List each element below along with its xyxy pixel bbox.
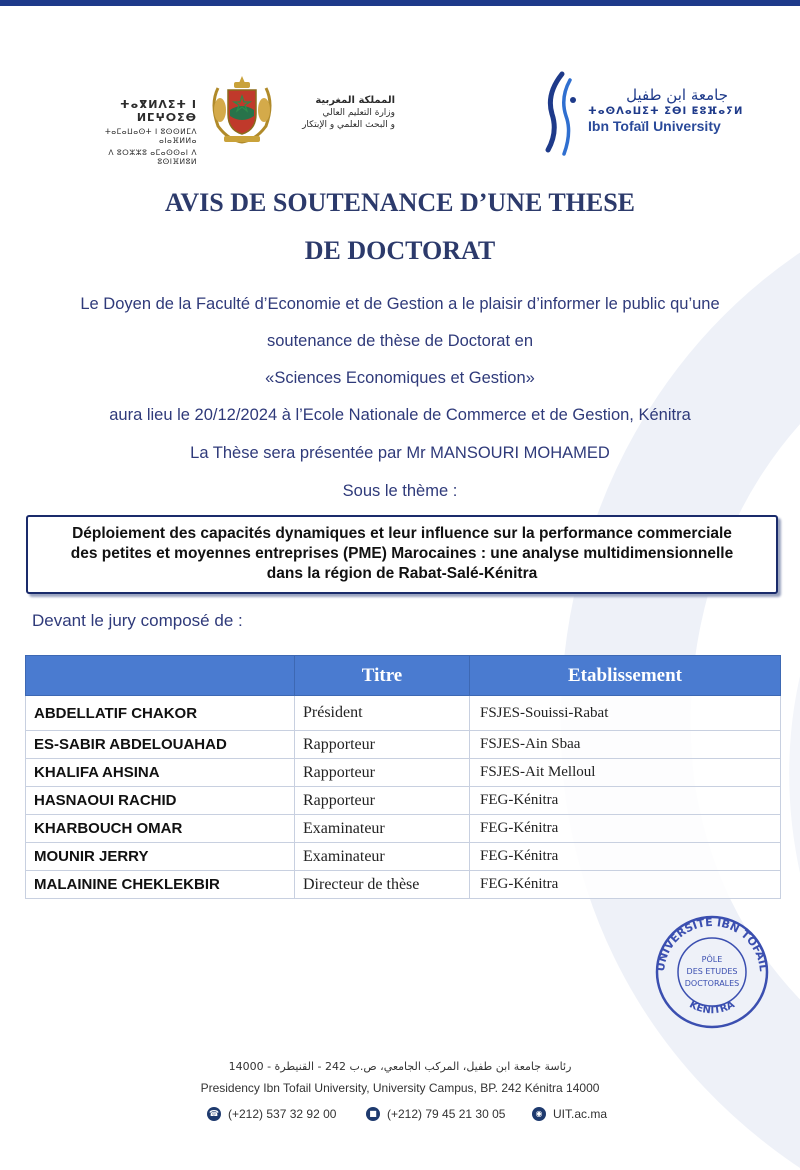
university-name-english: Ibn Tofaïl University	[588, 118, 721, 134]
jury-member-name: HASNAOUI RACHID	[26, 787, 295, 815]
stamp-inner-line-2: DES ETUDES	[686, 967, 738, 976]
stamp-inner-line-1: PÔLE	[701, 955, 723, 964]
svg-text:KENITRA	[687, 999, 737, 1016]
thesis-theme-box	[26, 515, 778, 594]
theme-line-2: des petites et moyennes entreprises (PME) Marocaines : une analyse multidimensionnelle	[70, 545, 734, 562]
footer-website[interactable]	[532, 1107, 607, 1121]
header-titre: Titre	[295, 656, 470, 696]
jury-intro: Devant le jury composé de :	[32, 611, 243, 630]
table-row	[26, 696, 781, 731]
jury-table-header	[26, 656, 781, 696]
footer-fax	[366, 1107, 505, 1121]
table-row	[26, 787, 781, 815]
table-row	[26, 815, 781, 843]
jury-member-etablissement: FEG-Kénitra	[470, 843, 781, 871]
footer-address-arabic: رئاسة جامعة ابن طفيل، المركب الجامعي، ص.ب 242 - القنيطرة - 14000	[228, 1060, 572, 1073]
jury-member-titre: Rapporteur	[295, 731, 470, 759]
jury-member-etablissement: FSJES-Ain Sbaa	[470, 731, 781, 759]
jury-member-name: MOUNIR JERRY	[26, 843, 295, 871]
document-title-line-2: DE DOCTORAT	[304, 236, 496, 265]
theme-line-1: Déploiement des capacités dynamiques et leur influence sur la performance commerciale	[72, 525, 732, 542]
jury-table	[25, 655, 781, 899]
university-stamp	[650, 912, 774, 1030]
stamp-outer-text: UNIVERSITE IBN TOFAIL	[653, 915, 771, 973]
table-row	[26, 731, 781, 759]
announcement-line-2: soutenance de thèse de Doctorat en	[266, 332, 534, 350]
jury-member-etablissement: FEG-Kénitra	[470, 815, 781, 843]
jury-member-name: ES-SABIR ABDELOUAHAD	[26, 731, 295, 759]
footer-address-english: Presidency Ibn Tofail University, University Campus, BP. 242 Kénitra 14000	[200, 1081, 600, 1095]
jury-member-titre: Rapporteur	[295, 759, 470, 787]
phone-number: (+212) 537 32 92 00	[228, 1107, 337, 1121]
top-bar	[0, 0, 800, 6]
jury-member-etablissement: FEG-Kénitra	[470, 871, 781, 899]
table-row	[26, 759, 781, 787]
jury-member-titre: Rapporteur	[295, 787, 470, 815]
announcement-line-3: «Sciences Economiques et Gestion»	[265, 369, 535, 387]
ministry-line-3: و البحث العلمي و الإبتكار	[302, 120, 395, 130]
ibn-tofail-university-logo	[540, 70, 584, 160]
phone-icon: ☎	[207, 1107, 221, 1121]
jury-member-titre: Directeur de thèse	[295, 871, 470, 899]
ministry-line-1: المملكة المغربية	[315, 95, 395, 106]
jury-member-name: KHARBOUCH OMAR	[26, 815, 295, 843]
stamp-bottom-text: KENITRA	[687, 999, 737, 1017]
jury-member-titre: Examinateur	[295, 815, 470, 843]
theme-intro-line: Sous le thème :	[342, 482, 458, 500]
announcement-date-line: aura lieu le 20/12/2024 à l’Ecole Nationale de Commerce et de Gestion, Kénitra	[109, 406, 691, 424]
tifinagh-line-2: ⵜⴰⵎⴰⵡⴰⵙⵜ ⵏ ⵓⵙⵙⵍⵎⴷ ⴰⵏⴰⴼⵍⵍⴰ	[105, 127, 197, 145]
website-link[interactable]: UIT.ac.ma	[553, 1107, 608, 1121]
moroccan-coat-of-arms	[208, 74, 276, 146]
footer-phone	[207, 1107, 336, 1121]
table-row	[26, 843, 781, 871]
header-name	[26, 656, 295, 696]
globe-icon: ◉	[532, 1107, 546, 1121]
tifinagh-ministry-text	[82, 98, 197, 166]
jury-member-etablissement: FSJES-Souissi-Rabat	[470, 696, 781, 731]
jury-member-titre: Examinateur	[295, 843, 470, 871]
announcement-line-1: Le Doyen de la Faculté d’Economie et de Gestion a le plaisir d’informer le public qu’une	[80, 295, 720, 313]
presenter-line: La Thèse sera présentée par Mr MANSOURI MOHAMED	[190, 444, 610, 462]
tifinagh-line-1: ⵜⴰⴳⵍⴷⵉⵜ ⵏ ⵍⵎⵖⵔⵉⴱ	[119, 98, 197, 124]
jury-member-etablissement: FEG-Kénitra	[470, 787, 781, 815]
fax-number: (+212) 79 45 21 30 05	[387, 1107, 506, 1121]
ministry-arabic-text	[285, 95, 395, 130]
fax-icon: ■	[366, 1107, 380, 1121]
ministry-line-2: وزارة التعليم العالي	[322, 108, 395, 118]
jury-member-titre: Président	[295, 696, 470, 731]
jury-member-etablissement: FSJES-Ait Melloul	[470, 759, 781, 787]
header-etablissement: Etablissement	[470, 656, 781, 696]
university-name-block	[588, 86, 743, 134]
jury-member-name: MALAININE CHEKLEKBIR	[26, 871, 295, 899]
table-row	[26, 871, 781, 899]
jury-member-name: KHALIFA AHSINA	[26, 759, 295, 787]
stamp-inner-line-3: DOCTORALES	[684, 979, 740, 988]
university-name-tifinagh: ⵜⴰⵙⴷⴰⵡⵉⵜ ⵉⴱⵏ ⵟⵓⴼⴰⵢⵍ	[588, 106, 744, 117]
jury-member-name: ABDELLATIF CHAKOR	[26, 696, 295, 731]
university-name-arabic: جامعة ابن طفيل	[626, 86, 728, 104]
tifinagh-line-3: ⴷ ⵓⵔⵣⵣⵓ ⴰⵎⴰⵙⵙⴰⵏ ⴷ ⵓⵙⵏⴼⵍⵓⵍ	[108, 148, 197, 166]
theme-line-3: dans la région de Rabat-Salé-Kénitra	[266, 565, 538, 582]
document-title-line-1: AVIS DE SOUTENANCE D’UNE THESE	[164, 188, 636, 217]
